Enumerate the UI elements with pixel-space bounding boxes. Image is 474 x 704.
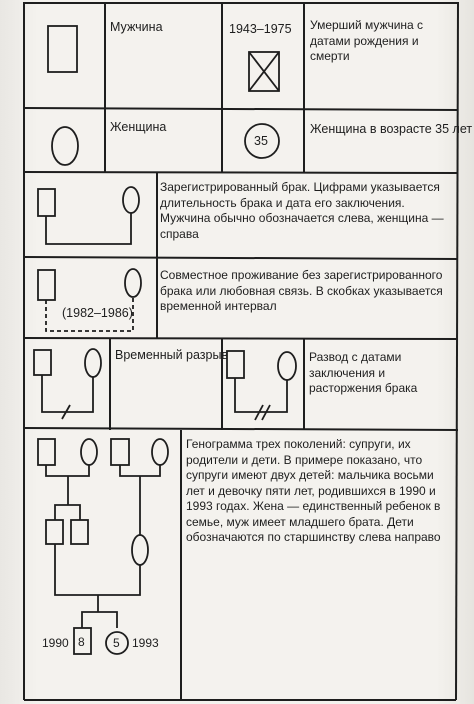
cohabitation-years: (1982–1986): [62, 306, 133, 320]
daughter-birth-year: 1993: [132, 636, 159, 650]
male-label: Мужчина: [110, 20, 163, 34]
daughter-age: 5: [113, 636, 120, 650]
son-age: 8: [78, 635, 85, 649]
female-label: Женщина: [110, 120, 167, 134]
female-age: 35: [254, 134, 268, 148]
separation-label: Временный разрыв: [115, 348, 229, 362]
cohabitation-description: Совместное проживание без зарегистрированного брака или любовная связь. В скобках указывается временной интервал: [160, 268, 443, 313]
son-birth-year: 1990: [42, 636, 69, 650]
female-age-label: Женщина в возрасте 35 лет: [310, 122, 473, 136]
divorce-label: Развод с датами заключения и расторжения брака: [309, 350, 418, 395]
genogram-description: Генограмма трех поколений: супруги, их родители и дети. В примере показано, что супруги имеют двух детей: мальчика восьми лет и девочку пяти лет, родившихся в 1990 и 1993 годах. Жена — единственный ребенок в семье, муж имеет младшего брата. Дети обозначаются по старшинству слева направо: [186, 437, 441, 544]
deceased-male-label: Умерший мужчина с датами рождения и смерти: [310, 18, 424, 63]
deceased-years: 1943–1975: [229, 22, 292, 36]
marriage-description: Зарегистрированный брак. Цифрами указывается длительность брака и дата его заключения. Мужчина обычно обозначается слева, женщина — справа: [160, 180, 444, 241]
